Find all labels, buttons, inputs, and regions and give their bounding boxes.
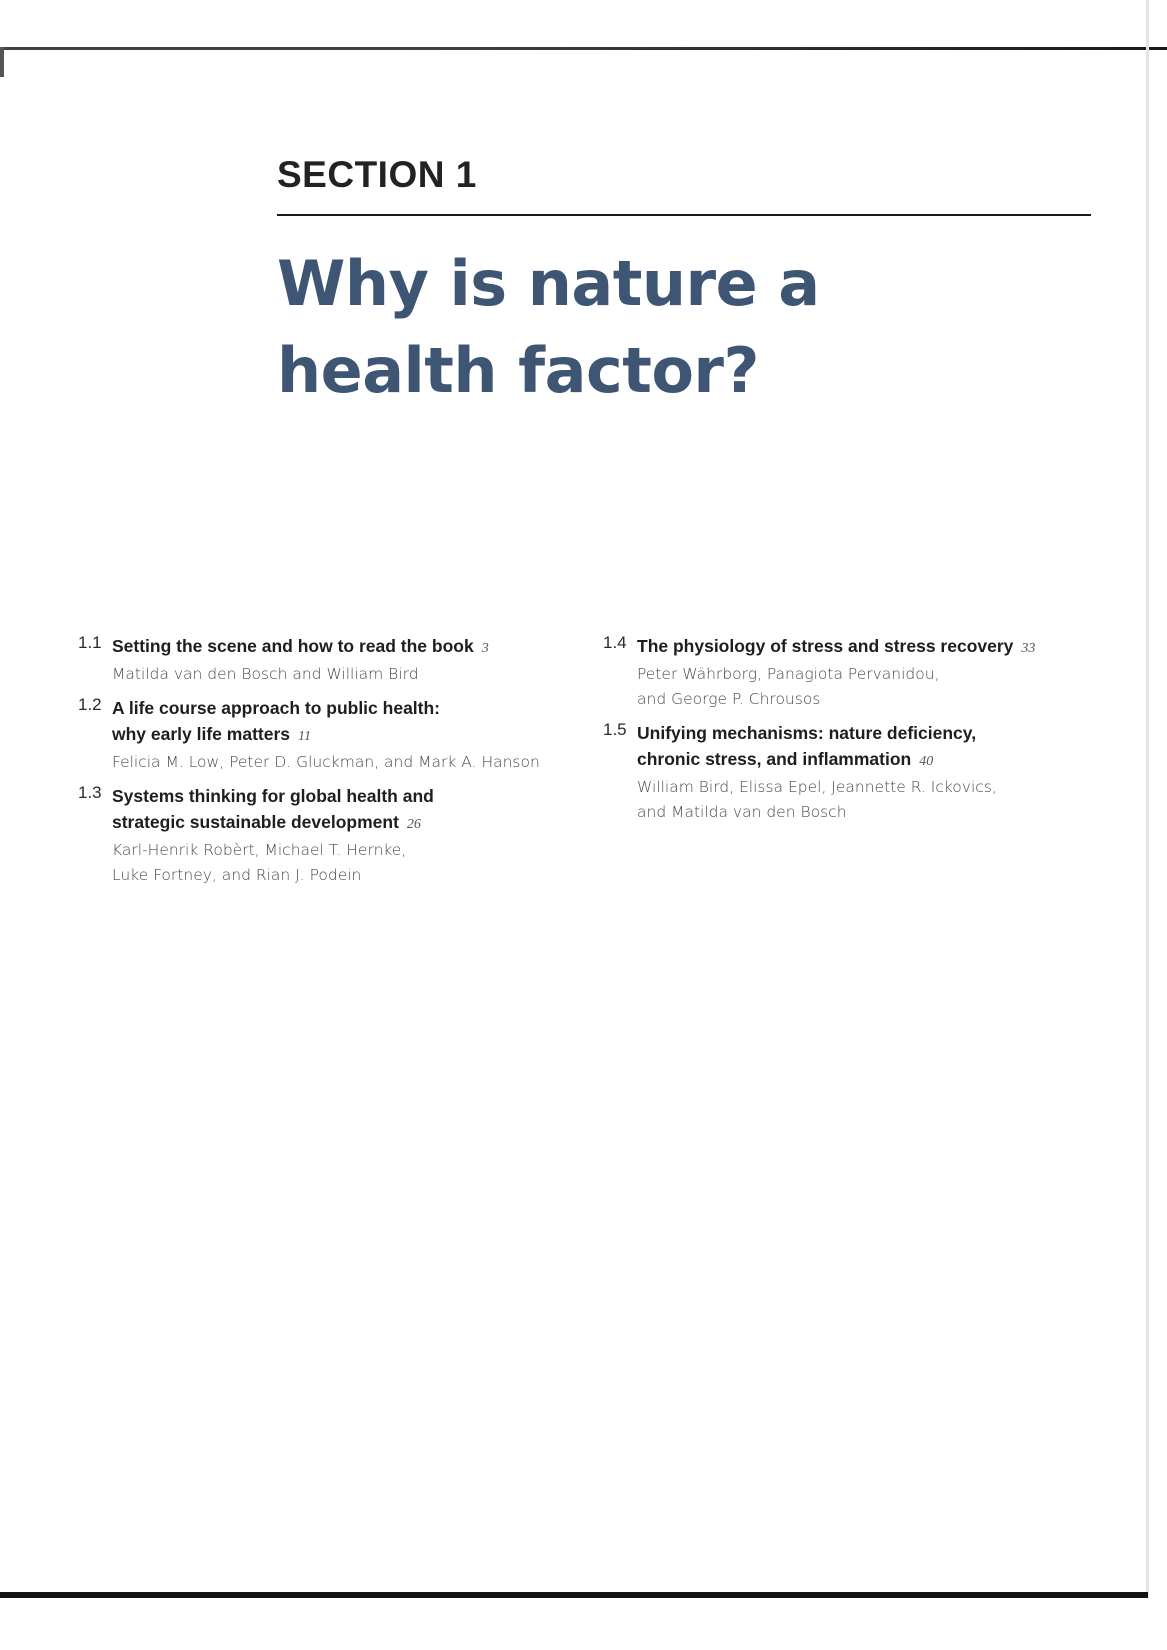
toc-entry[interactable]: [603, 720, 1073, 825]
toc-entry-title[interactable]: Systems thinking for global health and strategic sustainable development 26: [112, 786, 434, 832]
toc-entry-page: 3: [481, 641, 489, 656]
toc-entry-number: 1.1: [78, 633, 102, 652]
toc-entry-number: 1.3: [78, 783, 102, 802]
page-top-edge: [0, 47, 1167, 50]
toc-entry-page: 40: [919, 754, 934, 769]
toc-entry-authors: Felicia M. Low, Peter D. Gluckman, and Mark A. Hanson: [112, 753, 540, 771]
toc-entry-title[interactable]: A life course approach to public health: why early life matters 11: [112, 698, 441, 744]
toc-entry-number: 1.2: [78, 695, 102, 714]
toc-entry-authors: Matilda van den Bosch and William Bird: [112, 665, 419, 683]
section-label: SECTION 1: [277, 154, 477, 195]
toc-entry-authors: William Bird, Elissa Epel, Jeannette R. Ickovics, and Matilda van den Bosch: [637, 778, 997, 821]
section-divider: [277, 214, 1091, 216]
toc-entry[interactable]: [78, 783, 548, 888]
toc-entry-title[interactable]: Setting the scene and how to read the book 3: [112, 636, 489, 656]
toc-entry-authors: Peter Währborg, Panagiota Pervanidou, and George P. Chrousos: [637, 665, 940, 708]
toc-entry[interactable]: [603, 633, 1073, 712]
toc-entry-title[interactable]: Unifying mechanisms: nature deficiency, chronic stress, and inflammation 40: [637, 723, 977, 769]
page-left-edge: [0, 47, 4, 77]
toc-entry[interactable]: [78, 695, 548, 775]
toc-entry-authors: Karl-Henrik Robèrt, Michael T. Hernke, Luke Fortney, and Rian J. Podein: [112, 841, 407, 884]
toc-entry[interactable]: [78, 633, 548, 687]
toc-left-column: [78, 633, 548, 896]
page-right-edge: [1146, 0, 1149, 1598]
toc-entry-page: 33: [1021, 641, 1036, 656]
toc-entry-title[interactable]: The physiology of stress and stress recovery 33: [637, 636, 1036, 656]
section-title: Why is nature a health factor?: [277, 247, 820, 407]
toc-entry-page: 26: [406, 817, 421, 832]
toc-entry-number: 1.5: [603, 720, 627, 739]
page-bottom-edge: [0, 1592, 1148, 1598]
toc-right-column: [603, 633, 1073, 833]
toc-entry-number: 1.4: [603, 633, 627, 652]
toc-entry-page: 11: [298, 729, 311, 744]
